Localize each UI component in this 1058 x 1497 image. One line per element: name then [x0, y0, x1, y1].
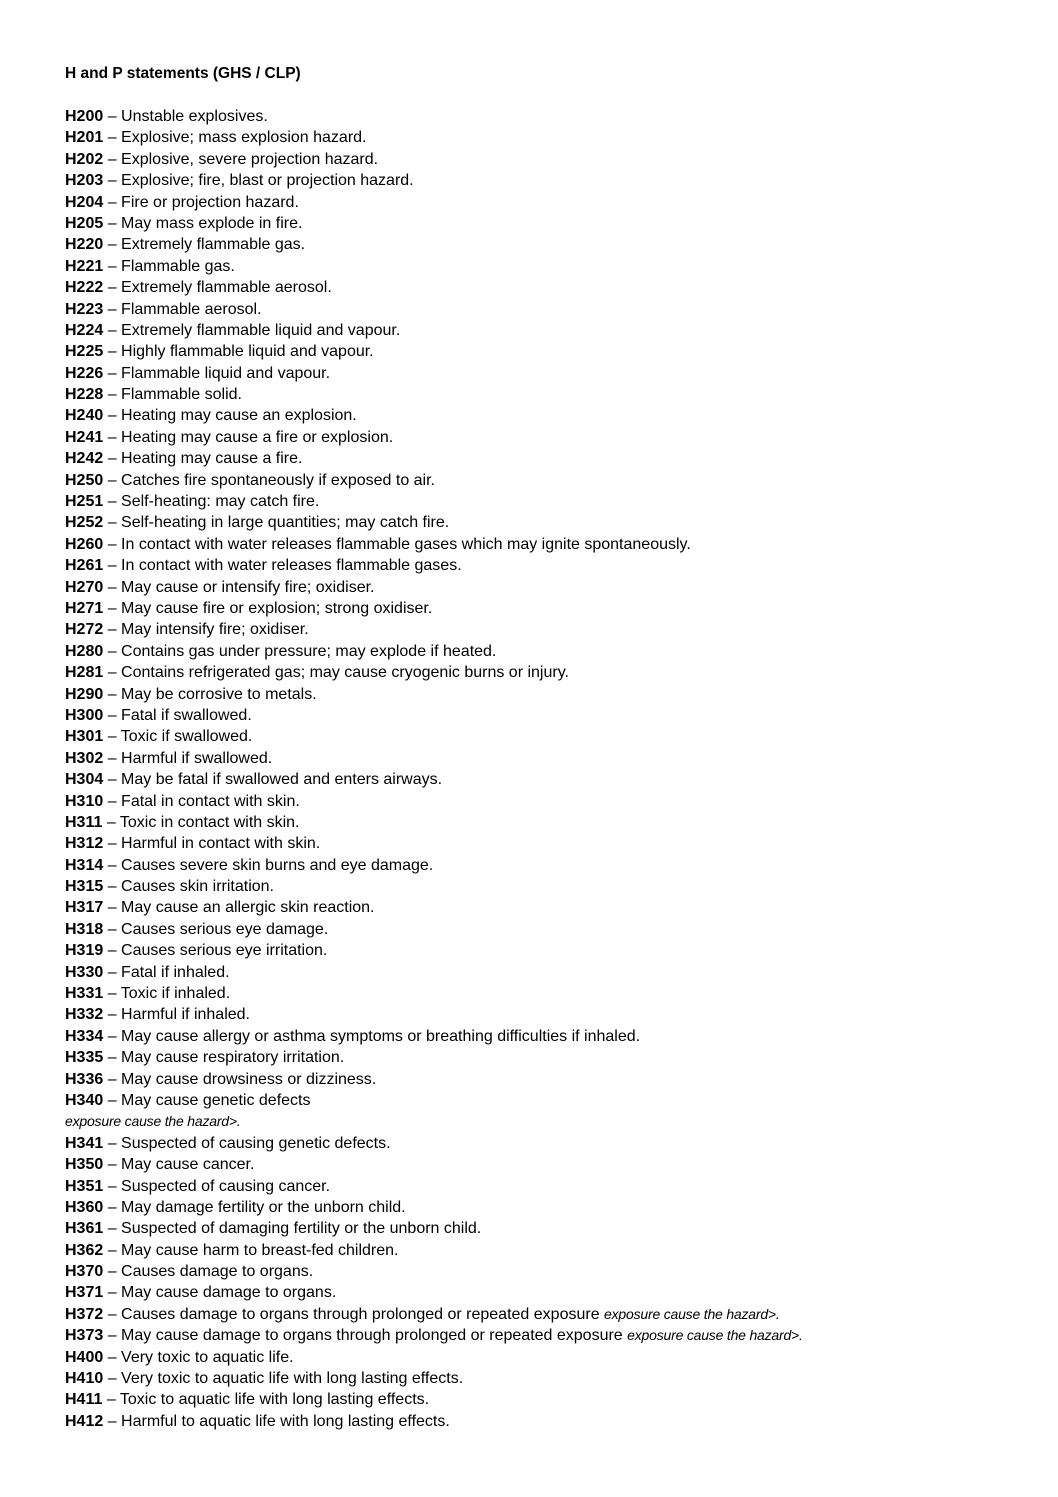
statement-text: – May be corrosive to metals. [103, 685, 317, 703]
list-item [65, 705, 803, 726]
statement-text: – Causes serious eye damage. [103, 920, 329, 938]
statement-text: – May cause damage to organs through prolonged or repeated exposure [103, 1327, 628, 1345]
list-item [65, 170, 803, 191]
list-item [65, 833, 803, 854]
statement-text: – Flammable solid. [103, 386, 242, 404]
statement-text: – May cause harm to breast-fed children. [103, 1241, 399, 1259]
list-item [65, 726, 803, 747]
hazard-code: H317 [65, 899, 104, 917]
list-item [65, 1154, 803, 1175]
list-item [65, 1111, 803, 1132]
statement-text: – Suspected of damaging fertility or the unborn child. [103, 1220, 482, 1238]
list-item [65, 534, 803, 555]
list-item [65, 448, 803, 469]
statement-text: – Heating may cause a fire or explosion. [103, 428, 394, 446]
hazard-code: H271 [65, 599, 104, 617]
statement-text: – May cause respiratory irritation. [103, 1049, 345, 1067]
hazard-code: H272 [65, 621, 104, 639]
list-item [65, 1004, 803, 1025]
list-item [65, 1026, 803, 1047]
statement-text: – Fire or projection hazard. [103, 193, 299, 211]
hazard-code: H221 [65, 257, 104, 275]
statement-text: – May cause cancer. [103, 1156, 255, 1174]
list-item [65, 491, 803, 512]
hazard-code: H311 [65, 813, 103, 831]
list-item [65, 1176, 803, 1197]
list-item [65, 812, 803, 833]
statement-text: – Very toxic to aquatic life with long lasting effects. [103, 1370, 464, 1388]
list-item [65, 962, 803, 983]
list-item [65, 149, 803, 170]
statement-text: – May be fatal if swallowed and enters airways. [103, 771, 443, 789]
list-item [65, 256, 803, 277]
list-item [65, 512, 803, 533]
list-item [65, 876, 803, 897]
hazard-code: H241 [65, 428, 104, 446]
statement-text: – Self-heating in large quantities; may catch fire. [103, 514, 450, 532]
list-item [65, 277, 803, 298]
hazard-code: H371 [65, 1284, 104, 1302]
list-item [65, 405, 803, 426]
hazard-code: H225 [65, 343, 104, 361]
list-item [65, 470, 803, 491]
list-item [65, 940, 803, 961]
list-item [65, 897, 803, 918]
statement-text: – Self-heating: may catch fire. [103, 493, 320, 511]
hazard-code: H331 [65, 985, 104, 1003]
statement-text: – Heating may cause an explosion. [103, 407, 357, 425]
hazard-code: H240 [65, 407, 104, 425]
hazard-code: H201 [65, 129, 104, 147]
list-item [65, 127, 803, 148]
statement-text: – Harmful if inhaled. [103, 1006, 250, 1024]
list-item [65, 1325, 803, 1346]
statement-text: – Suspected of causing cancer. [103, 1177, 331, 1195]
hazard-code: H222 [65, 279, 104, 297]
hazard-code: H228 [65, 386, 104, 404]
hazard-code: H332 [65, 1006, 104, 1024]
hazard-code: H304 [65, 771, 104, 789]
hazard-code: H252 [65, 514, 104, 532]
statement-text: – Fatal if swallowed. [103, 706, 252, 724]
hazard-code: H341 [65, 1134, 104, 1152]
statement-text: – Harmful to aquatic life with long lasting effects. [103, 1412, 450, 1430]
hazard-code: H302 [65, 749, 104, 767]
hazard-code: H330 [65, 963, 104, 981]
hazard-code: H372 [65, 1305, 104, 1323]
list-item [65, 341, 803, 362]
list-item [65, 192, 803, 213]
hazard-code: H301 [65, 728, 104, 746]
statement-text: – Causes severe skin burns and eye damage. [103, 856, 434, 874]
statement-text: – May cause an allergic skin reaction. [103, 899, 375, 917]
statement-text: – Toxic if swallowed. [103, 728, 253, 746]
statement-text: – Harmful if swallowed. [103, 749, 273, 767]
list-item [65, 1240, 803, 1261]
statement-text: – Causes damage to organs through prolonged or repeated exposure [103, 1305, 605, 1323]
list-item [65, 577, 803, 598]
statement-text: – Explosive; fire, blast or projection hazard. [103, 172, 414, 190]
statement-text: – May cause drowsiness or dizziness. [103, 1070, 377, 1088]
list-item [65, 1389, 803, 1410]
list-item [65, 1368, 803, 1389]
hazard-code: H314 [65, 856, 104, 874]
list-item [65, 619, 803, 640]
list-item [65, 234, 803, 255]
hazard-code: H315 [65, 878, 104, 896]
statement-text: – Explosive; mass explosion hazard. [103, 129, 367, 147]
list-item [65, 641, 803, 662]
list-item [65, 1197, 803, 1218]
hazard-code: H280 [65, 642, 104, 660]
hazard-code: H351 [65, 1177, 104, 1195]
list-item [65, 427, 803, 448]
hazard-code: H373 [65, 1327, 104, 1345]
hazard-code: H203 [65, 172, 104, 190]
statement-text: – Causes skin irritation. [103, 878, 274, 896]
list-item [65, 1282, 803, 1303]
statement-text: – In contact with water releases flammable gases. [103, 557, 462, 575]
hazard-code: H281 [65, 664, 104, 682]
statement-text: – Suspected of causing genetic defects. [103, 1134, 391, 1152]
statement-text: – Highly flammable liquid and vapour. [103, 343, 374, 361]
list-item [65, 919, 803, 940]
statement-note: exposure cause the hazard>. [65, 1113, 241, 1130]
list-item [65, 299, 803, 320]
statement-text: – Flammable liquid and vapour. [103, 364, 331, 382]
list-item [65, 983, 803, 1004]
hazard-code: H362 [65, 1241, 104, 1259]
hazard-code: H261 [65, 557, 104, 575]
statement-text: – May damage fertility or the unborn child. [103, 1198, 406, 1216]
list-item [65, 1047, 803, 1068]
list-item [65, 1304, 803, 1325]
hazard-code: H340 [65, 1091, 104, 1109]
list-item [65, 1261, 803, 1282]
hazard-code: H251 [65, 493, 104, 511]
hazard-code: H410 [65, 1370, 104, 1388]
statement-text: – Contains refrigerated gas; may cause cryogenic burns or injury. [103, 664, 569, 682]
list-item [65, 855, 803, 876]
statement-text: – Extremely flammable aerosol. [103, 279, 332, 297]
hazard-code: H335 [65, 1049, 104, 1067]
list-item [65, 684, 803, 705]
statement-text: – Fatal in contact with skin. [103, 792, 300, 810]
statement-note: exposure cause the hazard>. [604, 1305, 780, 1322]
statement-text: – Harmful in contact with skin. [103, 835, 321, 853]
hazard-code: H290 [65, 685, 104, 703]
list-item [65, 662, 803, 683]
hazard-code: H223 [65, 300, 104, 318]
statement-text: – Flammable gas. [103, 257, 235, 275]
statement-note: exposure cause the hazard>. [627, 1327, 803, 1344]
hazard-code: H204 [65, 193, 104, 211]
hazard-code: H336 [65, 1070, 104, 1088]
hazard-code: H361 [65, 1220, 104, 1238]
statement-text: – Heating may cause a fire. [103, 450, 303, 468]
list-item [65, 791, 803, 812]
list-item [65, 1090, 803, 1111]
statement-text: – Fatal if inhaled. [103, 963, 230, 981]
list-item [65, 1347, 803, 1368]
list-item [65, 213, 803, 234]
statement-list [65, 106, 803, 1432]
hazard-code: H334 [65, 1027, 104, 1045]
list-item [65, 363, 803, 384]
list-item [65, 769, 803, 790]
list-item [65, 1411, 803, 1432]
hazard-code: H220 [65, 236, 104, 254]
statement-text: – Very toxic to aquatic life. [103, 1348, 294, 1366]
statement-text: – Causes serious eye irritation. [103, 942, 328, 960]
list-item [65, 555, 803, 576]
statement-text: – May cause damage to organs. [103, 1284, 337, 1302]
statement-text: – Explosive, severe projection hazard. [103, 150, 379, 168]
hazard-code: H270 [65, 578, 104, 596]
page-title: H and P statements (GHS / CLP) [65, 65, 301, 82]
hazard-code: H205 [65, 214, 104, 232]
statement-text: – May mass explode in fire. [103, 214, 303, 232]
hazard-code: H412 [65, 1412, 104, 1430]
statement-text: – May intensify fire; oxidiser. [103, 621, 309, 639]
statement-text: – Causes damage to organs. [103, 1263, 314, 1281]
statement-text: – Toxic if inhaled. [103, 985, 231, 1003]
list-item [65, 384, 803, 405]
list-item [65, 1133, 803, 1154]
list-item [65, 1069, 803, 1090]
hazard-code: H250 [65, 471, 104, 489]
hazard-code: H350 [65, 1156, 104, 1174]
hazard-code: H360 [65, 1198, 104, 1216]
hazard-code: H370 [65, 1263, 104, 1281]
hazard-code: H312 [65, 835, 104, 853]
list-item [65, 598, 803, 619]
hazard-code: H226 [65, 364, 104, 382]
hazard-code: H310 [65, 792, 104, 810]
hazard-code: H202 [65, 150, 104, 168]
hazard-code: H411 [65, 1391, 103, 1409]
list-item [65, 320, 803, 341]
statement-text: – Unstable explosives. [103, 108, 268, 125]
hazard-code: H242 [65, 450, 104, 468]
hazard-code: H300 [65, 706, 104, 724]
hazard-code: H224 [65, 321, 104, 339]
statement-text: – May cause or intensify fire; oxidiser. [103, 578, 375, 596]
hazard-code: H200 [65, 108, 104, 125]
statement-text: – Extremely flammable liquid and vapour. [103, 321, 401, 339]
statement-text: – May cause genetic defects [103, 1091, 311, 1109]
list-item [65, 106, 803, 127]
statement-text: – May cause fire or explosion; strong oxidiser. [103, 599, 433, 617]
statement-text: – May cause allergy or asthma symptoms or breathing difficulties if inhaled. [103, 1027, 641, 1045]
list-item [65, 748, 803, 769]
list-item [65, 1218, 803, 1239]
hazard-code: H319 [65, 942, 104, 960]
statement-text: – Catches fire spontaneously if exposed to air. [103, 471, 435, 489]
statement-text: – Extremely flammable gas. [103, 236, 306, 254]
hazard-code: H260 [65, 535, 104, 553]
statement-text: – Toxic to aquatic life with long lasting effects. [102, 1391, 430, 1409]
hazard-code: H318 [65, 920, 104, 938]
statement-text: – In contact with water releases flammable gases which may ignite spontaneously. [103, 535, 691, 553]
statement-text: – Flammable aerosol. [103, 300, 262, 318]
statement-text: – Toxic in contact with skin. [102, 813, 300, 831]
hazard-code: H400 [65, 1348, 104, 1366]
statement-text: – Contains gas under pressure; may explode if heated. [103, 642, 497, 660]
